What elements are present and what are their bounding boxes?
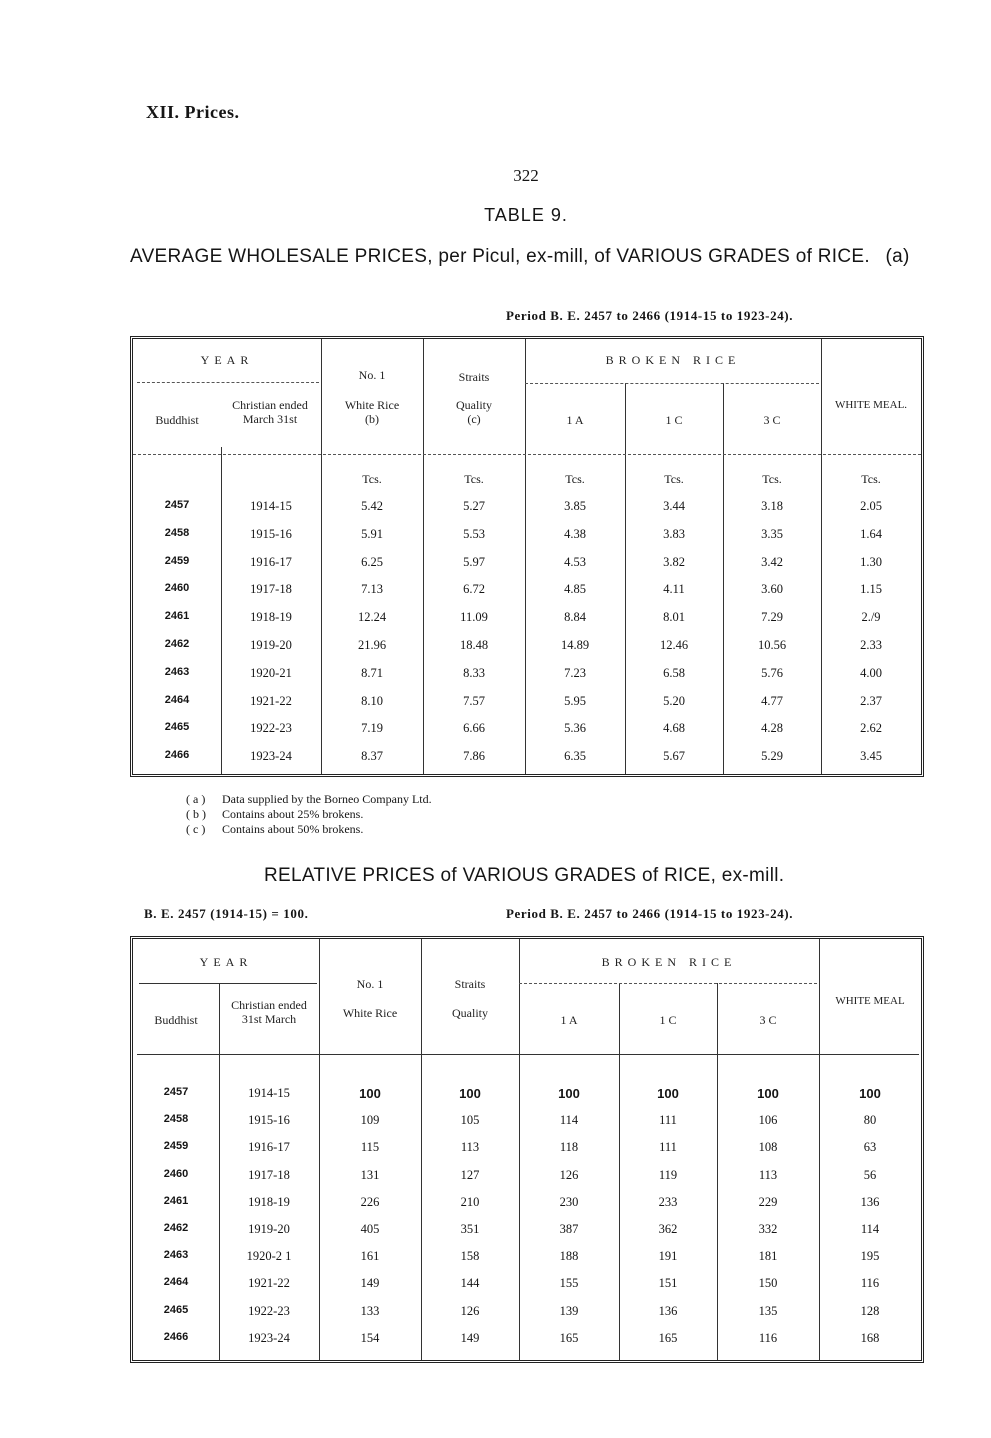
value-cell: 111	[659, 1113, 677, 1128]
value-cell: 136	[658, 1303, 678, 1318]
grade-1a-header: 1 A	[560, 1013, 578, 1027]
christian-year-cell: 1917-18	[248, 1167, 290, 1182]
value-cell: 1.15	[860, 582, 882, 597]
value-cell: 3.83	[663, 526, 685, 541]
christian-year-cell: 1920-21	[250, 665, 292, 680]
value-cell: 168	[860, 1330, 880, 1345]
value-cell: 12.24	[357, 610, 387, 625]
value-cell: 100	[359, 1086, 381, 1101]
value-cell: 3.85	[564, 499, 586, 513]
value-cell: 4.38	[564, 526, 586, 541]
no1-header: No. 1	[356, 977, 384, 991]
value-cell: 127	[460, 1167, 480, 1182]
unit-label: Tcs.	[861, 472, 881, 486]
buddhist-year-cell: 2459	[164, 554, 190, 567]
value-cell: 150	[758, 1276, 778, 1291]
value-cell: 7.86	[463, 749, 485, 764]
value-cell: 114	[860, 1222, 880, 1236]
value-cell: 5.67	[663, 749, 685, 764]
white-rice-header: White Rice (b)	[344, 398, 400, 426]
buddhist-header: Buddhist	[154, 1013, 198, 1027]
value-cell: 100	[459, 1086, 481, 1101]
buddhist-year-cell: 2465	[164, 721, 190, 734]
value-cell: 158	[460, 1249, 480, 1264]
white-rice-header: White Rice	[342, 1006, 398, 1020]
buddhist-year-cell: 2466	[163, 1330, 189, 1343]
footnote: ( a ) Data supplied by the Borneo Company Ltd.	[186, 792, 432, 806]
quality-header: Quality	[452, 1006, 488, 1020]
section-heading: XII. Prices.	[146, 102, 240, 122]
value-cell: 136	[860, 1194, 880, 1209]
value-cell: 2.62	[860, 721, 882, 736]
value-cell: 2.05	[860, 499, 882, 513]
value-cell: 6.35	[564, 749, 586, 764]
buddhist-header: Buddhist	[155, 413, 199, 427]
buddhist-year-cell: 2465	[163, 1303, 189, 1316]
buddhist-year-cell: 2461	[163, 1194, 189, 1207]
value-cell: 149	[460, 1330, 480, 1345]
footnote: ( b ) Contains about 25% brokens.	[186, 807, 364, 821]
christian-year-cell: 1915-16	[248, 1113, 290, 1128]
unit-label: Tcs.	[762, 472, 782, 486]
value-cell: 100	[558, 1086, 580, 1101]
value-cell: 8.84	[564, 610, 586, 625]
value-cell: 118	[559, 1140, 579, 1155]
straits-header: Straits	[458, 370, 490, 384]
value-cell: 100	[757, 1086, 779, 1101]
christian-header: Christian ended March 31st	[232, 398, 308, 426]
unit-label: Tcs.	[464, 472, 484, 486]
no1-header: No. 1	[358, 368, 386, 382]
value-cell: 5.27	[463, 499, 485, 513]
christian-year-cell: 1921-22	[248, 1276, 290, 1291]
base-year-label: B. E. 2457 (1914-15) = 100.	[144, 906, 309, 921]
value-cell: 195	[860, 1249, 880, 1264]
buddhist-year-cell: 2464	[163, 1276, 189, 1289]
value-cell: 108	[758, 1140, 778, 1155]
value-cell: 233	[658, 1194, 678, 1209]
grade-1c-header: 1 C	[659, 1013, 677, 1027]
value-cell: 5.53	[463, 526, 485, 541]
christian-year-cell: 1918-19	[250, 610, 292, 625]
value-cell: 4.00	[860, 665, 882, 680]
value-cell: 154	[360, 1330, 380, 1345]
christian-year-cell: 1923-24	[248, 1330, 290, 1345]
value-cell: 188	[559, 1249, 579, 1264]
value-cell: 4.85	[564, 582, 586, 597]
christian-year-cell: 1919-20	[248, 1222, 290, 1236]
value-cell: 5.20	[663, 693, 685, 708]
value-cell: 56	[863, 1167, 877, 1182]
value-cell: 3.18	[761, 499, 783, 513]
value-cell: 6.58	[663, 665, 685, 680]
value-cell: 3.35	[761, 526, 783, 541]
value-cell: 135	[758, 1303, 778, 1318]
buddhist-year-cell: 2466	[164, 749, 190, 762]
unit-label: Tcs.	[664, 472, 684, 486]
buddhist-year-cell: 2462	[164, 638, 190, 650]
value-cell: 5.97	[463, 554, 485, 569]
christian-year-cell: 1915-16	[250, 526, 292, 541]
value-cell: 362	[658, 1222, 678, 1236]
grade-3c-header: 3 C	[763, 413, 781, 427]
value-cell: 1.64	[860, 526, 882, 541]
wholesale-prices-table	[130, 336, 924, 777]
value-cell: 155	[559, 1276, 579, 1291]
white-meal-header: WHITE MEAL	[835, 995, 905, 1007]
value-cell: 131	[360, 1167, 380, 1182]
value-cell: 229	[758, 1194, 778, 1209]
value-cell: 10.56	[757, 638, 787, 652]
buddhist-year-cell: 2460	[163, 1167, 189, 1180]
value-cell: 105	[460, 1113, 480, 1128]
relative-prices-table	[130, 936, 924, 1363]
unit-label: Tcs.	[362, 472, 382, 486]
value-cell: 116	[860, 1276, 880, 1291]
christian-year-cell: 1916-17	[250, 554, 292, 569]
main-title-text: AVERAGE WHOLESALE PRICES, per Picul, ex-mill, of VARIOUS GRADES of RICE.	[130, 246, 870, 267]
value-cell: 161	[360, 1249, 380, 1264]
value-cell: 113	[758, 1167, 778, 1182]
value-cell: 5.76	[761, 665, 783, 680]
value-cell: 14.89	[560, 638, 590, 652]
value-cell: 332	[758, 1222, 778, 1236]
value-cell: 109	[360, 1113, 380, 1128]
value-cell: 2./9	[861, 610, 881, 625]
value-cell: 4.53	[564, 554, 586, 569]
buddhist-year-cell: 2461	[164, 610, 190, 623]
value-cell: 7.19	[361, 721, 383, 736]
value-cell: 144	[460, 1276, 480, 1291]
value-cell: 5.42	[361, 499, 383, 513]
buddhist-year-cell: 2463	[164, 665, 190, 678]
white-meal-header: WHITE MEAL.	[834, 399, 908, 411]
value-cell: 12.46	[659, 638, 689, 652]
christian-year-cell: 1919-20	[250, 638, 292, 652]
value-cell: 139	[559, 1303, 579, 1318]
value-cell: 165	[559, 1330, 579, 1345]
buddhist-year-cell: 2457	[163, 1086, 189, 1098]
main-title	[130, 246, 910, 268]
value-cell: 230	[559, 1194, 579, 1209]
value-cell: 7.13	[361, 582, 383, 597]
value-cell: 63	[863, 1140, 877, 1155]
value-cell: 3.60	[761, 582, 783, 597]
value-cell: 181	[758, 1249, 778, 1264]
christian-year-cell: 1922-23	[248, 1303, 290, 1318]
broken-rice-header: BROKEN RICE	[605, 353, 741, 367]
value-cell: 119	[658, 1167, 678, 1182]
value-cell: 115	[360, 1140, 380, 1155]
period-label-2: Period B. E. 2457 to 2466 (1914-15 to 1923-24).	[506, 906, 794, 921]
christian-year-cell: 1922-23	[250, 721, 292, 736]
value-cell: 8.01	[663, 610, 685, 625]
value-cell: 128	[860, 1303, 880, 1318]
buddhist-year-cell: 2462	[163, 1222, 189, 1234]
value-cell: 80	[863, 1113, 877, 1128]
value-cell: 3.44	[663, 499, 685, 513]
grade-1c-header: 1 C	[665, 413, 683, 427]
christian-year-cell: 1916-17	[248, 1140, 290, 1155]
buddhist-year-cell: 2464	[164, 693, 190, 706]
christian-year-cell: 1923-24	[250, 749, 292, 764]
value-cell: 126	[460, 1303, 480, 1318]
buddhist-year-cell: 2463	[163, 1249, 189, 1262]
year-header: YEAR	[199, 955, 253, 969]
value-cell: 5.29	[761, 749, 783, 764]
value-cell: 111	[659, 1140, 677, 1155]
value-cell: 114	[559, 1113, 579, 1128]
christian-year-cell: 1921-22	[250, 693, 292, 708]
value-cell: 3.42	[761, 554, 783, 569]
value-cell: 7.57	[463, 693, 485, 708]
value-cell: 126	[559, 1167, 579, 1182]
main-title-note: (a)	[885, 246, 910, 267]
footnotes	[186, 792, 432, 837]
grade-1a-header: 1 A	[566, 413, 584, 427]
year-header: YEAR	[200, 353, 254, 367]
value-cell: 6.25	[361, 554, 383, 569]
buddhist-year-cell: 2458	[163, 1113, 189, 1126]
value-cell: 133	[360, 1303, 380, 1318]
buddhist-year-cell: 2459	[163, 1140, 189, 1153]
value-cell: 387	[559, 1222, 579, 1236]
christian-header: Christian ended 31st March	[231, 998, 307, 1026]
value-cell: 8.71	[361, 665, 383, 680]
value-cell: 2.33	[860, 638, 882, 652]
value-cell: 4.77	[761, 693, 783, 708]
value-cell: 3.45	[860, 749, 882, 764]
value-cell: 100	[859, 1086, 881, 1101]
value-cell: 18.48	[459, 638, 489, 652]
christian-year-cell: 1914-15	[248, 1086, 290, 1100]
christian-year-cell: 1918-19	[248, 1194, 290, 1209]
value-cell: 5.91	[361, 526, 383, 541]
value-cell: 351	[460, 1222, 480, 1236]
value-cell: 151	[658, 1276, 678, 1291]
value-cell: 106	[758, 1113, 778, 1128]
value-cell: 6.72	[463, 582, 485, 597]
value-cell: 2.37	[860, 693, 882, 708]
footnote: ( c ) Contains about 50% brokens.	[186, 822, 364, 836]
value-cell: 8.33	[463, 665, 485, 680]
value-cell: 165	[658, 1330, 678, 1345]
value-cell: 6.66	[463, 721, 485, 736]
broken-rice-header: BROKEN RICE	[601, 955, 737, 969]
value-cell: 4.28	[761, 721, 783, 736]
value-cell: 8.37	[361, 749, 383, 764]
christian-year-cell: 1914-15	[250, 499, 292, 513]
page-number: 322	[513, 166, 539, 185]
period-label: Period B. E. 2457 to 2466 (1914-15 to 1923-24).	[506, 308, 794, 323]
christian-year-cell: 1920-2 1	[246, 1249, 292, 1264]
straits-header: Straits	[454, 977, 486, 991]
value-cell: 21.96	[357, 638, 387, 652]
value-cell: 4.11	[663, 582, 685, 597]
buddhist-year-cell: 2458	[164, 526, 190, 539]
christian-year-cell: 1917-18	[250, 582, 292, 597]
grade-3c-header: 3 C	[759, 1013, 777, 1027]
value-cell: 5.95	[564, 693, 586, 708]
value-cell: 113	[460, 1140, 480, 1155]
value-cell: 149	[360, 1276, 380, 1291]
value-cell: 405	[360, 1222, 380, 1236]
value-cell: 226	[360, 1194, 380, 1209]
buddhist-year-cell: 2457	[164, 499, 190, 511]
quality-header: Quality (c)	[456, 398, 492, 426]
unit-label: Tcs.	[565, 472, 585, 486]
value-cell: 100	[657, 1086, 679, 1101]
value-cell: 8.10	[361, 693, 383, 708]
value-cell: 7.29	[761, 610, 783, 625]
value-cell: 116	[758, 1330, 778, 1345]
value-cell: 11.09	[460, 610, 488, 625]
value-cell: 5.36	[564, 721, 586, 736]
value-cell: 7.23	[564, 665, 586, 680]
relative-prices-title: RELATIVE PRICES of VARIOUS GRADES of RICE, ex-mill.	[264, 865, 785, 886]
value-cell: 3.82	[663, 554, 685, 569]
value-cell: 191	[658, 1249, 678, 1264]
buddhist-year-cell: 2460	[164, 582, 190, 595]
value-cell: 4.68	[663, 721, 685, 736]
table-label: TABLE 9.	[484, 205, 568, 225]
value-cell: 1.30	[860, 554, 882, 569]
value-cell: 210	[460, 1194, 480, 1209]
